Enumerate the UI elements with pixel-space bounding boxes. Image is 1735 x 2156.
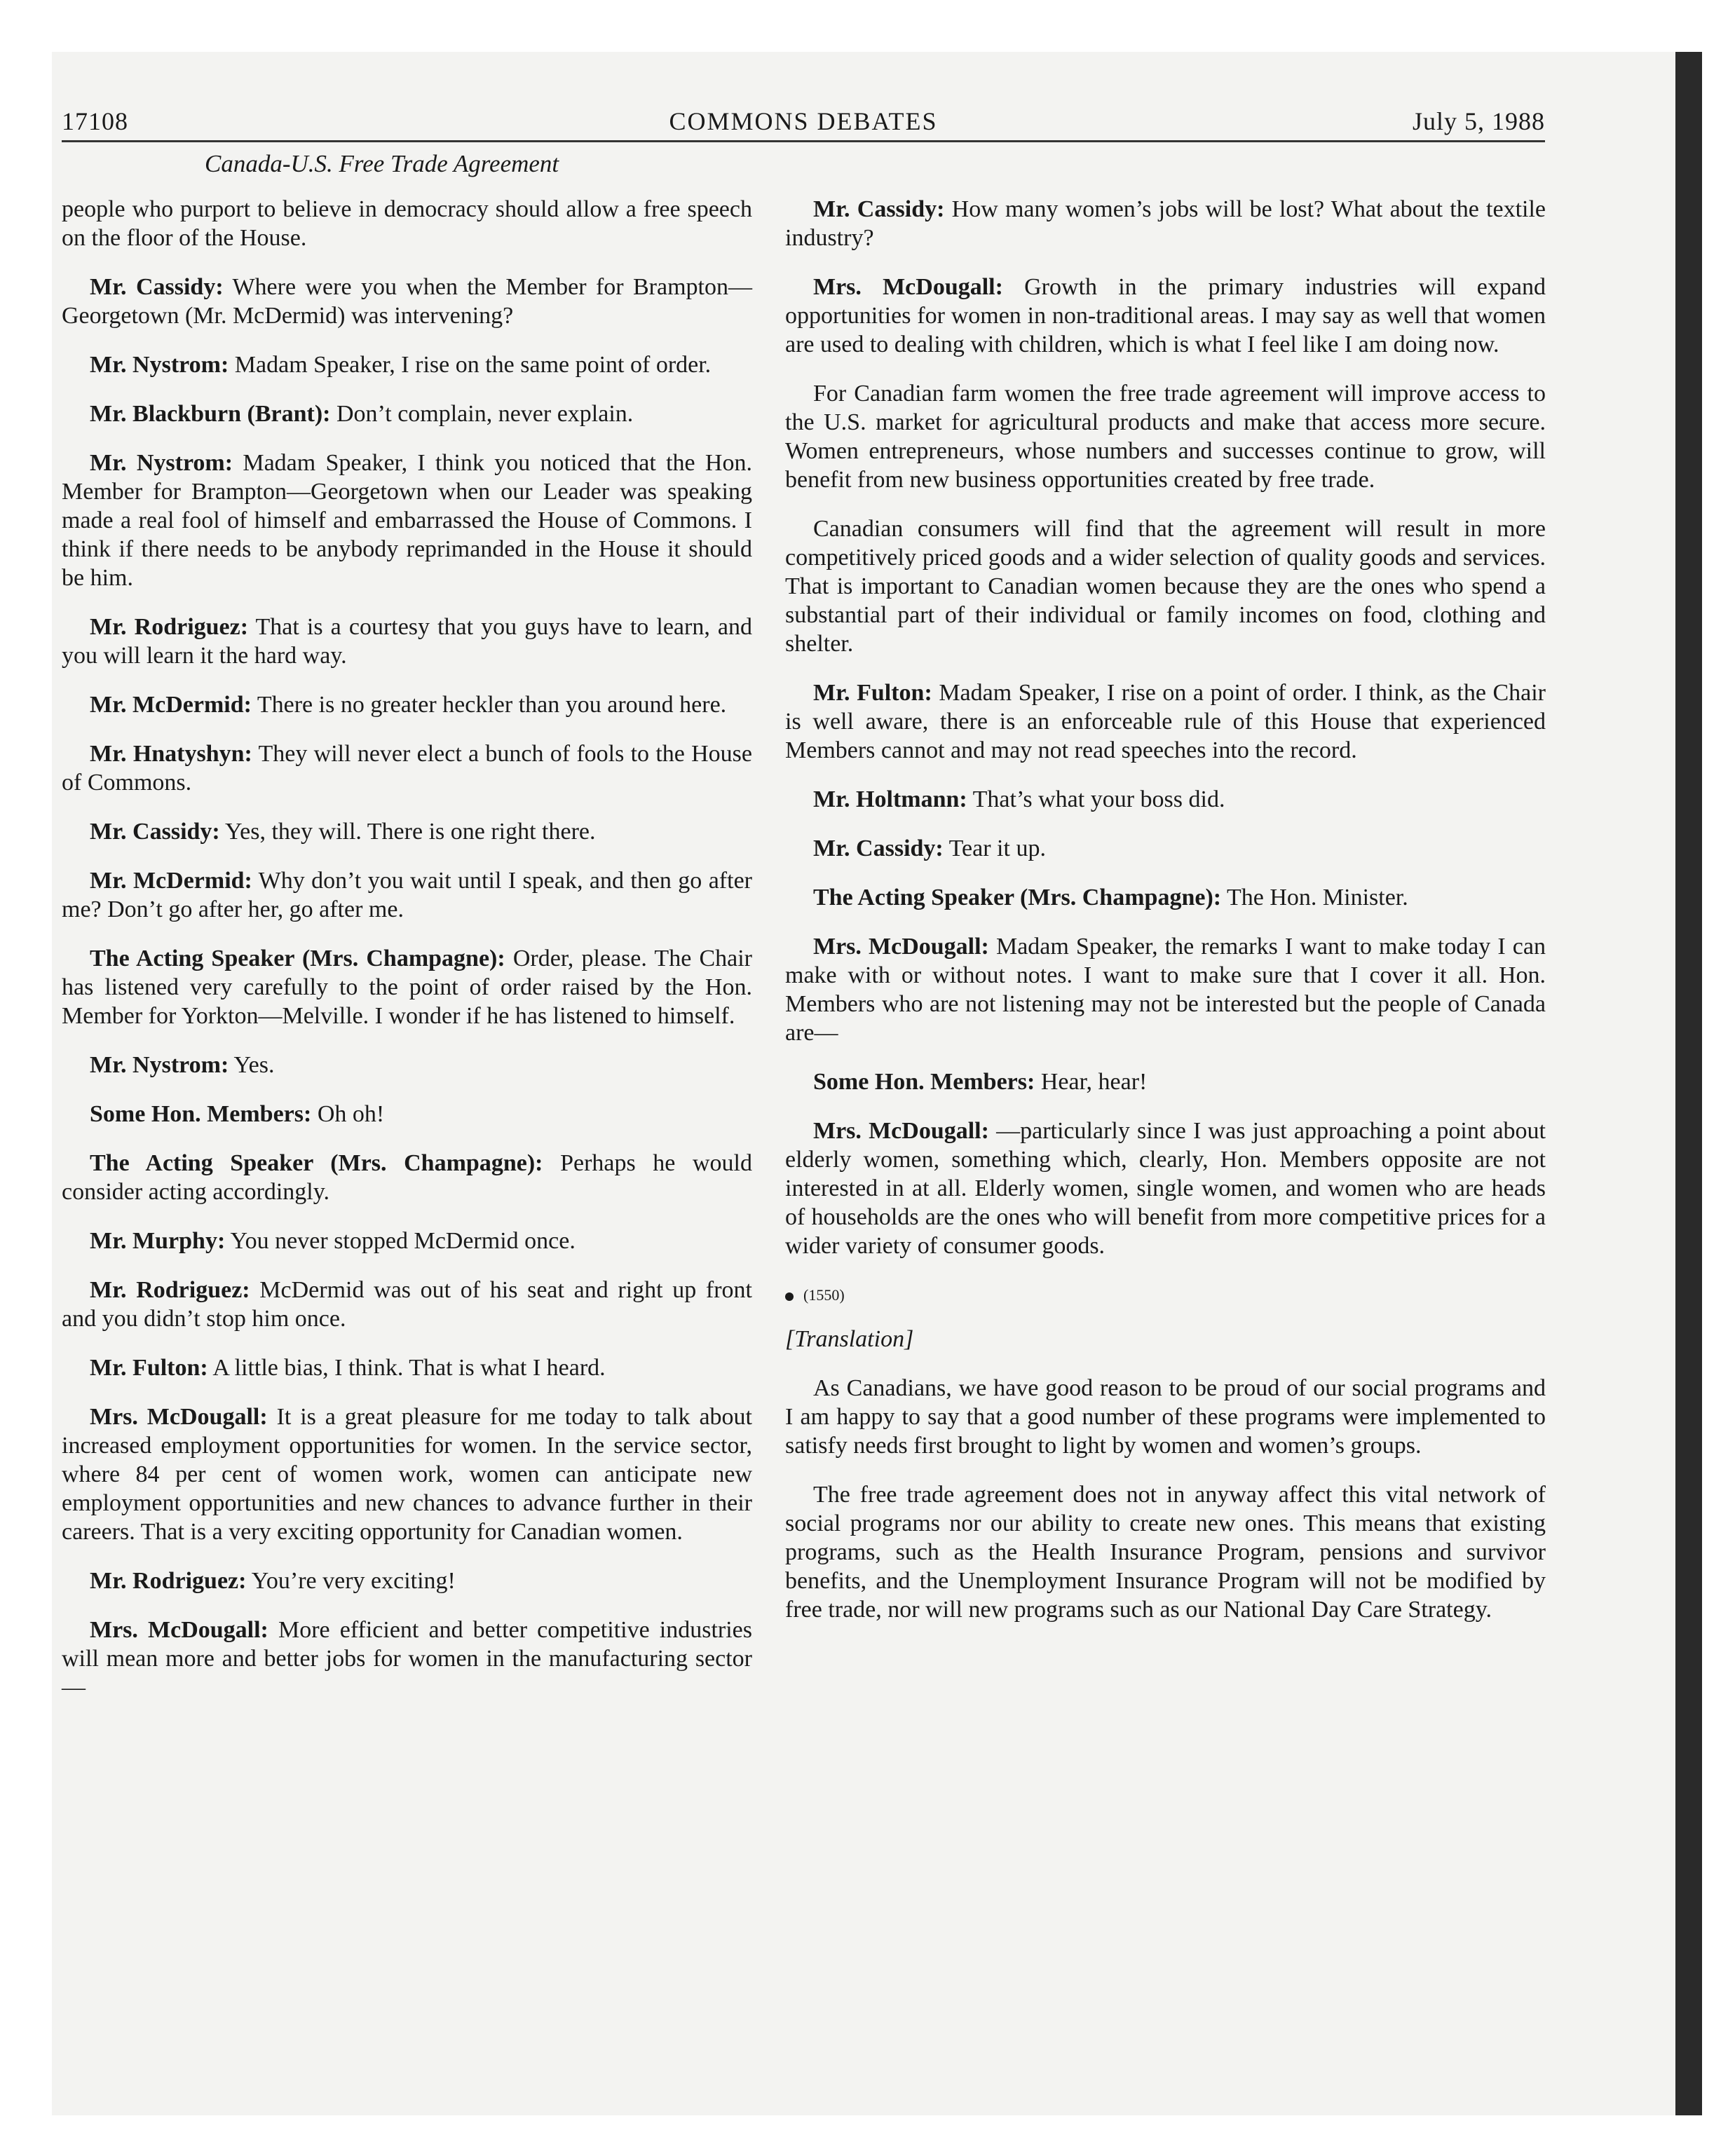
time-marker xyxy=(785,1281,1546,1309)
paragraph xyxy=(62,449,752,592)
speech-text: Tear it up. xyxy=(943,835,1046,861)
paragraph xyxy=(785,1067,1546,1096)
page-header xyxy=(62,107,1545,142)
speech-text: Yes, they will. There is one right there. xyxy=(219,819,596,845)
speaker-name: Mr. Cassidy: xyxy=(813,835,944,861)
paragraph xyxy=(62,1567,752,1595)
paragraph xyxy=(62,944,752,1030)
paragraph xyxy=(62,1149,752,1206)
speech-text: Madam Speaker, I rise on a point of order. I think, as the Chair is well aware, there is an enforceable rule of this House that experienced Members cannot and may not read speeches into the record. xyxy=(785,680,1546,763)
speaker-name: Mr. Rodriguez: xyxy=(90,1568,247,1594)
paragraph xyxy=(62,1051,752,1079)
speaker-name: Mrs. McDougall: xyxy=(90,1404,268,1430)
speaker-name: Mr. Nystrom: xyxy=(90,1052,229,1078)
speech-text: Why don’t you wait until I speak, and then go after me? Don’t go after her, go after me. xyxy=(62,868,752,922)
speech-text: Growth in the primary industries will expand opportunities for women in non-traditional areas. I may say as well that women are used to dealing with children, which is what I feel like I am doing now. xyxy=(785,274,1546,357)
paragraph xyxy=(785,834,1546,863)
paragraph xyxy=(62,1616,752,1702)
speaker-name: The Acting Speaker (Mrs. Champagne): xyxy=(90,946,505,971)
speaker-name: Mr. Cassidy: xyxy=(813,196,945,222)
speech-text: They will never elect a bunch of fools to the House of Commons. xyxy=(62,741,752,796)
speech-text: people who purport to believe in democracy should allow a free speech on the floor of the House. xyxy=(62,196,752,251)
paragraph xyxy=(62,613,752,670)
paragraph xyxy=(62,1403,752,1546)
paragraph xyxy=(785,1480,1546,1624)
speaker-name: Mr. Cassidy: xyxy=(90,274,224,300)
paragraph xyxy=(785,273,1546,359)
speaker-name: Mr. Nystrom: xyxy=(90,450,233,476)
paragraph xyxy=(62,195,752,252)
paragraph xyxy=(62,817,752,846)
speaker-name: The Acting Speaker (Mrs. Champagne): xyxy=(813,885,1222,910)
paragraph xyxy=(785,1374,1546,1460)
paragraph xyxy=(62,866,752,924)
speech-text: How many women’s jobs will be lost? What about the textile industry? xyxy=(785,196,1546,251)
speech-text: You never stopped McDermid once. xyxy=(225,1228,576,1254)
paragraph xyxy=(62,350,752,379)
paragraph xyxy=(62,690,752,719)
speech-text: McDermid was out of his seat and right up front and you didn’t stop him once. xyxy=(62,1277,752,1332)
speech-text: Yes. xyxy=(229,1052,275,1078)
speech-text: That is a courtesy that you guys have to learn, and you will learn it the hard way. xyxy=(62,614,752,669)
paragraph xyxy=(785,195,1546,252)
speaker-name: Mrs. McDougall: xyxy=(813,934,989,960)
speaker-name: Mr. Rodriguez: xyxy=(90,614,249,640)
speech-text: Hear, hear! xyxy=(1035,1069,1148,1095)
speaker-name: Mrs. McDougall: xyxy=(90,1617,268,1643)
speaker-name: Mr. Hnatyshyn: xyxy=(90,741,252,767)
paragraph xyxy=(785,379,1546,494)
time-marker-text: (1550) xyxy=(803,1286,845,1304)
speech-text: For Canadian farm women the free trade agreement will improve access to the U.S. market for agricultural products and make that access more secure. Women entrepreneurs, whose numbers and successes continue to grow, will benefit from new business opportunities created by free trade. xyxy=(785,381,1546,493)
speaker-name: Some Hon. Members: xyxy=(813,1069,1035,1095)
translation-label-text: [Translation] xyxy=(785,1326,914,1352)
right-column xyxy=(785,195,1546,1644)
speech-text: That’s what your boss did. xyxy=(967,786,1225,812)
paragraph xyxy=(785,883,1546,912)
speaker-name: Mr. Nystrom: xyxy=(90,352,229,378)
speech-text: —particularly since I was just approaching a point about elderly women, something which, clearly, Hon. Members opposite are not interested in at all. Elderly women, single women, and women who are heads of households are the ones who will benefit from more competitive prices for a wider variety of consumer goods. xyxy=(785,1118,1546,1259)
speech-text: The free trade agreement does not in anyway affect this vital network of social programs nor our ability to create new ones. This means that existing programs, such as the Health Insurance Program, pensions and survivor benefits, and the Unemployment Insurance Program will not be modified by free trade, nor will new programs such as our National Day Care Strategy. xyxy=(785,1482,1546,1623)
speech-text: Don’t complain, never explain. xyxy=(330,401,634,427)
speech-text: Where were you when the Member for Brampton—Georgetown (Mr. McDermid) was intervening? xyxy=(62,274,752,329)
paragraph xyxy=(785,514,1546,658)
paragraph xyxy=(62,1353,752,1382)
speech-text: There is no greater heckler than you around here. xyxy=(251,692,727,718)
page-date: July 5, 1988 xyxy=(1412,107,1545,135)
paragraph xyxy=(62,1100,752,1128)
speaker-name: Mr. Fulton: xyxy=(90,1355,208,1381)
speech-text: More efficient and better competitive industries will mean more and better jobs for women in the manufacturing sector— xyxy=(62,1617,752,1700)
speech-text: Perhaps he would consider acting accordingly. xyxy=(62,1150,752,1205)
speaker-name: Mr. Rodriguez: xyxy=(90,1277,250,1303)
paragraph xyxy=(785,1117,1546,1260)
paragraph xyxy=(785,678,1546,765)
speech-text: As Canadians, we have good reason to be proud of our social programs and I am happy to say that a good number of these programs were implemented to satisfy needs first brought to light by women and women’s groups. xyxy=(785,1375,1546,1459)
speech-text: Madam Speaker, I think you noticed that the Hon. Member for Brampton—Georgetown when our Leader was speaking made a real fool of himself and embarrassed the House of Commons. I think if there needs to be anybody reprimanded in the House it should be him. xyxy=(62,450,752,591)
bullet-icon xyxy=(785,1292,794,1301)
speaker-name: Mrs. McDougall: xyxy=(813,1118,989,1144)
speaker-name: Mr. Murphy: xyxy=(90,1228,226,1254)
paragraph xyxy=(62,273,752,330)
paragraph xyxy=(62,400,752,428)
page-edge-shadow xyxy=(1675,52,1702,2115)
speech-text: Order, please. The Chair has listened very carefully to the point of order raised by the Hon. Member for Yorkton—Melville. I wonder if he has listened to himself. xyxy=(62,946,752,1029)
paragraph xyxy=(62,1276,752,1333)
speech-text: A little bias, I think. That is what I heard. xyxy=(207,1355,606,1381)
translation-label xyxy=(785,1325,1546,1353)
speech-text: The Hon. Minister. xyxy=(1221,885,1408,910)
speaker-name: The Acting Speaker (Mrs. Champagne): xyxy=(90,1150,543,1176)
speaker-name: Mr. Cassidy: xyxy=(90,819,220,845)
speech-text: You’re very exciting! xyxy=(246,1568,456,1594)
page-number: 17108 xyxy=(62,107,128,135)
paragraph xyxy=(62,1227,752,1255)
speaker-name: Mr. Blackburn (Brant): xyxy=(90,401,331,427)
speech-text: Canadian consumers will find that the agreement will result in more competitively priced goods and a wider selection of quality goods and services. That is important to Canadian women because they are the ones who spend a substantial part of their individual or family incomes on food, clothing and shelter. xyxy=(785,516,1546,657)
speech-text: Madam Speaker, the remarks I want to make today I can make with or without notes. I want to make sure that I cover it all. Hon. Members who are not listening may not be interested but the people of Canada are— xyxy=(785,934,1546,1046)
speaker-name: Mr. Holtmann: xyxy=(813,786,967,812)
subject-heading: Canada-U.S. Free Trade Agreement xyxy=(205,150,559,177)
speaker-name: Mrs. McDougall: xyxy=(813,274,1003,300)
paragraph xyxy=(785,785,1546,814)
speaker-name: Some Hon. Members: xyxy=(90,1101,312,1127)
speaker-name: Mr. McDermid: xyxy=(90,692,252,718)
speech-text: Madam Speaker, I rise on the same point of order. xyxy=(229,352,712,378)
paragraph xyxy=(785,932,1546,1047)
paragraph xyxy=(62,739,752,797)
speaker-name: Mr. McDermid: xyxy=(90,868,252,894)
speech-text: Oh oh! xyxy=(311,1101,385,1127)
speech-text: It is a great pleasure for me today to talk about increased employment opportunities for women. In the service sector, where 84 per cent of women work, women can anticipate new employment opportunities and new chances to advance further in their careers. That is a very exciting opportunity for Canadian women. xyxy=(62,1404,752,1545)
left-column xyxy=(62,195,752,1722)
publication-title: COMMONS DEBATES xyxy=(669,107,938,135)
speaker-name: Mr. Fulton: xyxy=(813,680,932,706)
